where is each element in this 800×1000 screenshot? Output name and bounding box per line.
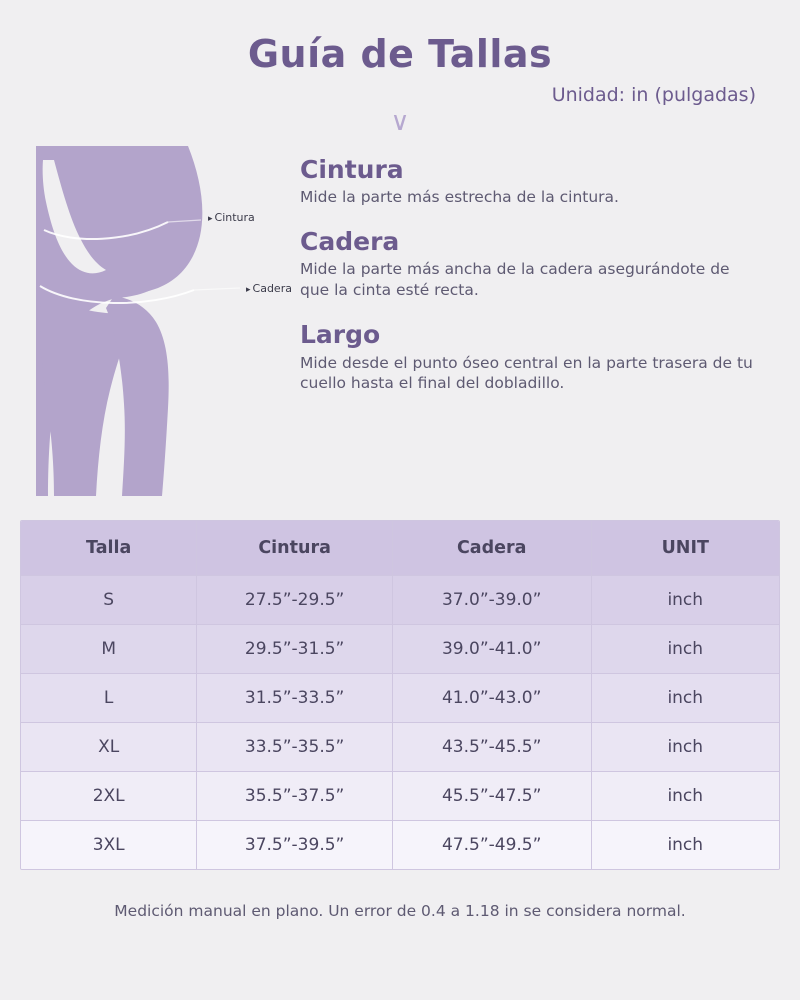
cell-hip: 37.0”-39.0”	[392, 576, 591, 625]
cell-waist: 31.5”-33.5”	[197, 674, 393, 723]
column-header-cadera: Cadera	[392, 521, 591, 576]
table-row	[21, 723, 779, 772]
body-figure-illustration	[18, 146, 292, 506]
cell-unit: inch	[591, 772, 779, 821]
table-row	[21, 674, 779, 723]
cell-size: L	[21, 674, 197, 723]
page-title: Guía de Tallas	[247, 32, 553, 76]
cell-waist: 29.5”-31.5”	[197, 625, 393, 674]
cell-unit: inch	[591, 723, 779, 772]
column-header-unit: UNIT	[591, 521, 779, 576]
cell-waist: 27.5”-29.5”	[197, 576, 393, 625]
definition-largo	[300, 319, 760, 394]
table-row	[21, 821, 779, 870]
definition-title: Cintura	[300, 155, 404, 184]
chevron-down-icon: ∨	[390, 107, 410, 137]
definition-title: Largo	[300, 320, 381, 350]
cell-waist: 33.5”-35.5”	[197, 723, 393, 772]
table-row	[21, 576, 779, 625]
definition-cintura	[300, 154, 760, 208]
cell-size: 2XL	[21, 772, 197, 821]
table-header-row	[21, 521, 779, 576]
column-header-talla: Talla	[21, 521, 197, 576]
cell-unit: inch	[591, 576, 779, 625]
cell-size: M	[21, 625, 197, 674]
figure-label-hip: ▸ Cadera	[246, 282, 292, 295]
footnote: Medición manual en plano. Un error de 0.4 a 1.18 in se considera normal.	[114, 902, 686, 920]
definitions-list	[288, 146, 800, 506]
definition-text: Mide la parte más estrecha de la cintura.	[300, 188, 619, 207]
cell-unit: inch	[591, 674, 779, 723]
definition-text: Mide desde el punto óseo central en la parte trasera de tu cuello hasta el final del dobladillo.	[300, 353, 753, 393]
table-row	[21, 772, 779, 821]
cell-waist: 35.5”-37.5”	[197, 772, 393, 821]
arrow-right-icon: ▸	[208, 214, 213, 224]
definition-cadera	[300, 226, 760, 301]
table-row	[21, 625, 779, 674]
cell-size: S	[21, 576, 197, 625]
arrow-right-icon: ▸	[246, 285, 251, 295]
cell-hip: 47.5”-49.5”	[392, 821, 591, 870]
definition-text: Mide la parte más ancha de la cadera asegurándote de que la cinta esté recta.	[300, 260, 730, 300]
cell-unit: inch	[591, 821, 779, 870]
size-table	[20, 520, 780, 870]
measurement-guide-section	[0, 146, 800, 506]
cell-hip: 43.5”-45.5”	[392, 723, 591, 772]
figure-label-waist: ▸ Cintura	[208, 211, 255, 224]
cell-unit: inch	[591, 625, 779, 674]
female-body-silhouette-icon	[18, 146, 288, 506]
cell-hip: 41.0”-43.0”	[392, 674, 591, 723]
column-header-cintura: Cintura	[197, 521, 393, 576]
cell-hip: 39.0”-41.0”	[392, 625, 591, 674]
unit-note: Unidad: in (pulgadas)	[551, 84, 756, 106]
cell-hip: 45.5”-47.5”	[392, 772, 591, 821]
cell-size: 3XL	[21, 821, 197, 870]
definition-title: Cadera	[300, 227, 400, 257]
cell-size: XL	[21, 723, 197, 772]
cell-waist: 37.5”-39.5”	[197, 821, 393, 870]
